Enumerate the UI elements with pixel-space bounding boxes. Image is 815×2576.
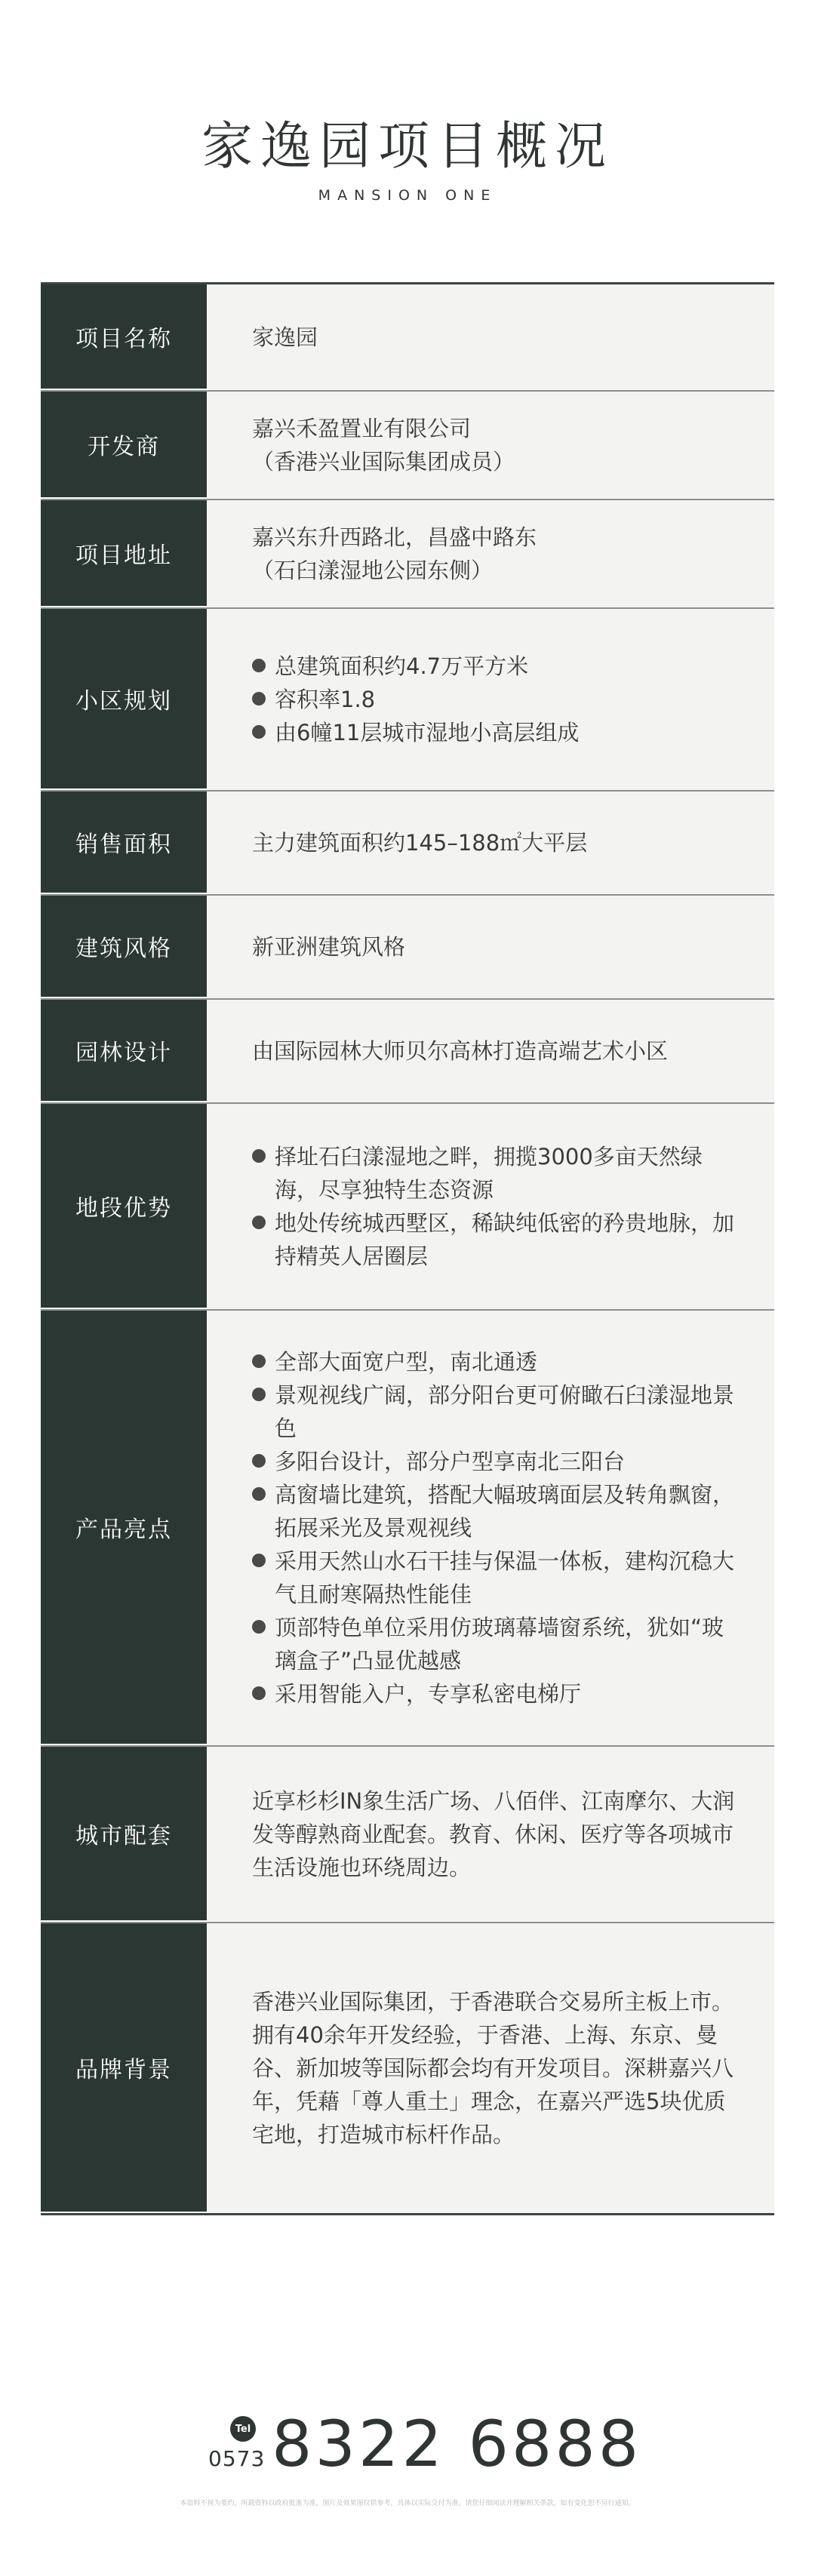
row-label: 开发商 bbox=[41, 392, 207, 499]
bullet-item: 采用天然山水石干挂与保温一体板，建构沉稳大气且耐寒隔热性能佳 bbox=[252, 1545, 744, 1611]
row-content bbox=[207, 1747, 774, 1922]
info-row bbox=[41, 500, 774, 609]
row-content bbox=[207, 1000, 774, 1102]
row-content bbox=[207, 609, 774, 790]
row-content bbox=[207, 500, 774, 607]
bullet-item: 高窗墙比建筑，搭配大幅玻璃面层及转角飘窗，拓展采光及景观视线 bbox=[252, 1478, 744, 1545]
row-label: 园林设计 bbox=[41, 1000, 207, 1102]
bullet-item: 择址石臼漾湿地之畔，拥揽3000多亩天然绿海，尽享独特生态资源 bbox=[252, 1140, 744, 1207]
bullet-item: 顶部特色单位采用仿玻璃幕墙窗系统，犹如“玻璃盒子”凸显优越感 bbox=[252, 1611, 744, 1677]
row-content bbox=[207, 896, 774, 998]
row-label: 项目地址 bbox=[41, 500, 207, 607]
bullet-item: 景观视线广阔，部分阳台更可俯瞰石臼漾湿地景色 bbox=[252, 1379, 744, 1445]
bullet-item: 由6幢11层城市湿地小高层组成 bbox=[252, 716, 744, 749]
row-text: 嘉兴东升西路北，昌盛中路东 bbox=[252, 524, 537, 550]
row-text: 家逸园 bbox=[252, 324, 318, 350]
info-row bbox=[41, 1923, 774, 2213]
row-label: 销售面积 bbox=[41, 792, 207, 894]
row-text: （香港兴业国际集团成员） bbox=[252, 449, 515, 475]
area-code: 0573 bbox=[208, 2446, 266, 2471]
row-content bbox=[207, 792, 774, 894]
row-label: 品牌背景 bbox=[41, 1923, 207, 2213]
row-label: 项目名称 bbox=[41, 284, 207, 390]
bullet-list bbox=[252, 1345, 744, 1711]
bullet-item: 地处传统城西墅区，稀缺纯低密的矜贵地脉，加持精英人居圈层 bbox=[252, 1207, 744, 1273]
row-label: 小区规划 bbox=[41, 609, 207, 790]
disclaimer-text: 本资料不视为要约，所载资料以政府批准为准，图片及效果图仅供参考，具体以实际交付为准。请您仔细阅读并理解相关条款，如有变化恕不另行通知。 bbox=[180, 2500, 635, 2507]
tel-badge: Tel bbox=[230, 2416, 256, 2442]
row-content bbox=[207, 1311, 774, 1745]
row-label: 建筑风格 bbox=[41, 896, 207, 998]
page-subtitle: MANSION ONE bbox=[318, 187, 497, 204]
row-content bbox=[207, 284, 774, 390]
info-row bbox=[41, 896, 774, 1000]
page-title: 家逸园项目概况 bbox=[201, 117, 614, 177]
bullet-item: 采用智能入户，专享私密电梯厅 bbox=[252, 1677, 744, 1711]
info-row bbox=[41, 1000, 774, 1104]
info-row bbox=[41, 1747, 774, 1923]
row-content bbox=[207, 1923, 774, 2213]
project-info-table bbox=[41, 282, 774, 2215]
row-label: 产品亮点 bbox=[41, 1311, 207, 1745]
bullet-list bbox=[252, 1140, 744, 1273]
info-row bbox=[41, 792, 774, 896]
row-label: 城市配套 bbox=[41, 1747, 207, 1922]
row-text: （石臼漾湿地公园东侧） bbox=[252, 558, 494, 583]
row-content bbox=[207, 1104, 774, 1309]
info-row bbox=[41, 1104, 774, 1311]
bullet-item: 总建筑面积约4.7万平方米 bbox=[252, 650, 744, 683]
info-row bbox=[41, 609, 774, 792]
row-text: 嘉兴禾盈置业有限公司 bbox=[252, 416, 472, 441]
phone-number[interactable]: 8322 6888 bbox=[272, 2407, 642, 2481]
bullet-list bbox=[252, 650, 744, 749]
row-label: 地段优势 bbox=[41, 1104, 207, 1309]
row-text: 香港兴业国际集团，于香港联合交易所主板上市。拥有40余年开发经验，于香港、上海、东京、曼谷、新加坡等国际都会均有开发项目。深耕嘉兴八年，凭藉「尊人重土」理念，在嘉兴严选5块优质宅地，打造城市标杆作品。 bbox=[252, 1989, 734, 2147]
row-text: 近享杉杉IN象生活广场、八佰伴、江南摩尔、大润发等醇熟商业配套。教育、休闲、医疗等各项城市生活设施也环绕周边。 bbox=[252, 1788, 735, 1880]
bullet-item: 容积率1.8 bbox=[252, 683, 744, 716]
row-text: 由国际园林大师贝尔高林打造高端艺术小区 bbox=[252, 1038, 669, 1064]
bullet-item: 多阳台设计，部分户型享南北三阳台 bbox=[252, 1445, 744, 1478]
info-row bbox=[41, 284, 774, 392]
info-row bbox=[41, 1311, 774, 1747]
row-text: 主力建筑面积约145–188㎡大平层 bbox=[252, 830, 588, 856]
info-row bbox=[41, 392, 774, 500]
page-header bbox=[0, 0, 815, 279]
row-content bbox=[207, 392, 774, 499]
bullet-item: 全部大面宽户型，南北通透 bbox=[252, 1345, 744, 1379]
row-text: 新亚洲建筑风格 bbox=[252, 934, 406, 960]
footer bbox=[0, 2407, 815, 2558]
